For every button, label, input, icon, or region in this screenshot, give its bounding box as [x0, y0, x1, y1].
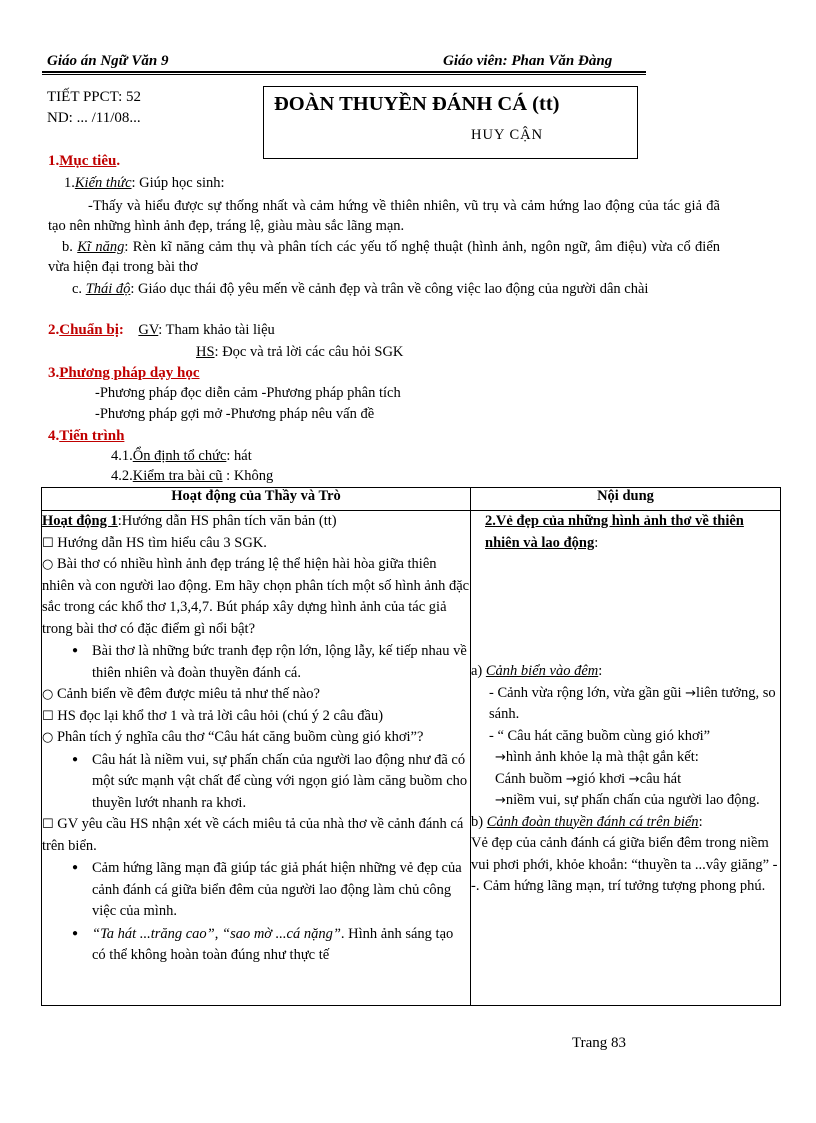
table-header-content: Nội dung — [471, 488, 781, 511]
lesson-author: HUY CẬN — [471, 127, 544, 143]
arrow-right-icon: → — [495, 750, 506, 765]
s4-step1: 4.1.Ổn định tổ chức: hát — [111, 448, 252, 464]
circle-bullet-icon: ○ — [42, 557, 54, 572]
header-left: Giáo án Ngữ Văn 9 — [47, 53, 169, 69]
s1-attitude: c. Thái độ: Giáo dục thái độ yêu mến về cảnh đẹp và trân về công việc lao động của người dân chài — [72, 281, 649, 297]
section-4-heading: 4.Tiến trình — [48, 428, 125, 444]
s4-step2: 4.2.Kiểm tra bài cũ : Không — [111, 468, 274, 484]
section-3-heading: 3.Phương pháp dạy học — [48, 365, 200, 381]
s3-line2: -Phương pháp gợi mở -Phương pháp nêu vấn đề — [95, 406, 375, 422]
section-2: 2.Chuẩn bị: GV: Tham khảo tài liệu — [48, 322, 275, 338]
header-right: Giáo viên: Phan Văn Đàng — [443, 53, 613, 69]
s1-knowledge-intro: 1.Kiến thức: Giúp học sinh: — [64, 175, 225, 191]
activities-cell: Hoạt động 1:Hướng dẫn HS phân tích văn bản (tt) ☐ Hướng dẫn HS tìm hiểu câu 3 SGK. ○ Bài thơ có nhiều hình ảnh đẹp tráng lệ thể hiện hài hòa giữa thiên nhiên và con người lao động. Em hãy chọn phân tích một số hình ảnh đặc sắc trong các khổ thơ 1,3,4,7. Bút pháp xây dựng hình ảnh của tác giả trong bài thơ có đặc điểm gì nổi bật? ● Bài thơ là những bức tranh đẹp rộn lớn, lộng lẫy, kế tiếp nhau về thiên nhiên và đoàn thuyền đánh cá. ○ Cảnh biển về đêm được miêu tả như thế nào? ☐ HS đọc lại khổ thơ 1 và trả lời câu hỏi (chú ý 2 câu đầu) ○ Phân tích ý nghĩa câu thơ “Câu hát căng buồm cùng gió khơi”? ● Câu hát là niềm vui, sự phấn chấn của người lao động như đã có một sức mạnh vật chất để cùng với ngọn gió làm căng buồm cho thuyền lướt nhanh ra khơi. ☐ GV yêu cầu HS nhận xét về cách miêu tả của nhà thơ về cảnh đánh cá trên biển. ● Cảm hứng lãng mạn đã giúp tác giả phát hiện những vẻ đẹp của cảnh đánh cá giữa biển đêm của người lao động làm chủ công việc của mình. ● “Ta hát ...trăng cao”, “sao mờ ...cá nặng”. Hình ảnh sáng tạo có thể không hoàn toàn đúng như thực tế — [42, 511, 471, 1006]
answer-bullet-3: ● Cảm hứng lãng mạn đã giúp tác giả phát hiện những vẻ đẹp của cảnh đánh cá giữa biển đêm của người lao động làm chủ công việc của mình. — [42, 857, 470, 923]
answer-bullet-1: ● Bài thơ là những bức tranh đẹp rộn lớn, lộng lẫy, kế tiếp nhau về thiên nhiên và đoàn thuyền đánh cá. — [42, 640, 470, 684]
title-box — [263, 86, 638, 159]
circle-bullet-icon: ○ — [42, 730, 54, 745]
lesson-date: ND: ... /11/08... — [47, 110, 141, 126]
answer-bullet-2: ● Câu hát là niềm vui, sự phấn chấn của người lao động như đã có một sức mạnh vật chất để cùng với ngọn gió làm căng buồm cho thuyền lướt nhanh ra khơi. — [42, 749, 470, 815]
answer-bullet-4: ● “Ta hát ...trăng cao”, “sao mờ ...cá nặng”. Hình ảnh sáng tạo có thể không hoàn toàn đúng như thực tế — [42, 923, 470, 967]
content-cell: 2.Vẻ đẹp của những hình ảnh thơ về thiên nhiên và lao động: a) Cảnh biển vào đêm: - Cảnh vừa rộng lớn, vừa gần gũi →liên tưởng, so sánh. - “ Câu hát căng buồm cùng gió khơi” →hình ảnh khỏe lạ mà thật gắn kết: Cánh buồm →gió khơi →câu hát →niềm vui, sự phấn chấn của người lao động. b) Cảnh đoàn thuyền đánh cá trên biển: Vẻ đẹp của cảnh đánh cá giữa biển đêm trong niềm vui phơi phới, khỏe khoắn: “thuyền ta ...vây giăng” --. Cảm hứng lãng mạn, trí tưởng tượng phong phú. — [471, 511, 781, 1006]
activity-table — [41, 487, 781, 1006]
arrow-right-icon: → — [565, 771, 577, 787]
arrow-right-icon: → — [495, 793, 506, 808]
square-bullet-icon: ☐ — [42, 708, 54, 724]
arrow-right-icon: → — [685, 685, 697, 701]
s1-skills: b. Kĩ năng: Rèn kĩ năng cảm thụ và phân tích các yếu tố nghệ thuật (hình ảnh, ngôn ngữ, âm điệu) vừa cổ điển vừa hiện đại trong bài thơ — [48, 239, 721, 275]
s1-knowledge-text: -Thấy và hiểu được sự thống nhất và cảm hứng về thiên nhiên, vũ trụ và cảm hứng lao động của tác giả đã tạo nên những hình ảnh đẹp, tráng lệ, giàu màu sắc lãng mạn. — [48, 198, 720, 234]
header-rule-thin — [42, 74, 646, 75]
section-1-heading: 1.Mục tiêu. — [48, 153, 121, 169]
arrow-right-icon: → — [628, 771, 640, 787]
square-bullet-icon: ☐ — [42, 817, 54, 832]
lesson-tiet: TIẾT PPCT: 52 — [47, 89, 141, 105]
square-bullet-icon: ☐ — [42, 535, 54, 551]
header-rule — [42, 71, 646, 73]
lesson-title: ĐOÀN THUYỀN ĐÁNH CÁ (tt) — [274, 93, 560, 115]
s3-line1: -Phương pháp đọc diễn cảm -Phương pháp phân tích — [95, 385, 401, 401]
page-number: Trang 83 — [572, 1035, 627, 1051]
s2-hs: HS: Đọc và trả lời các câu hỏi SGK — [196, 344, 404, 360]
circle-bullet-icon: ○ — [42, 687, 54, 702]
table-header-activities: Hoạt động của Thầy và Trò — [42, 488, 471, 511]
